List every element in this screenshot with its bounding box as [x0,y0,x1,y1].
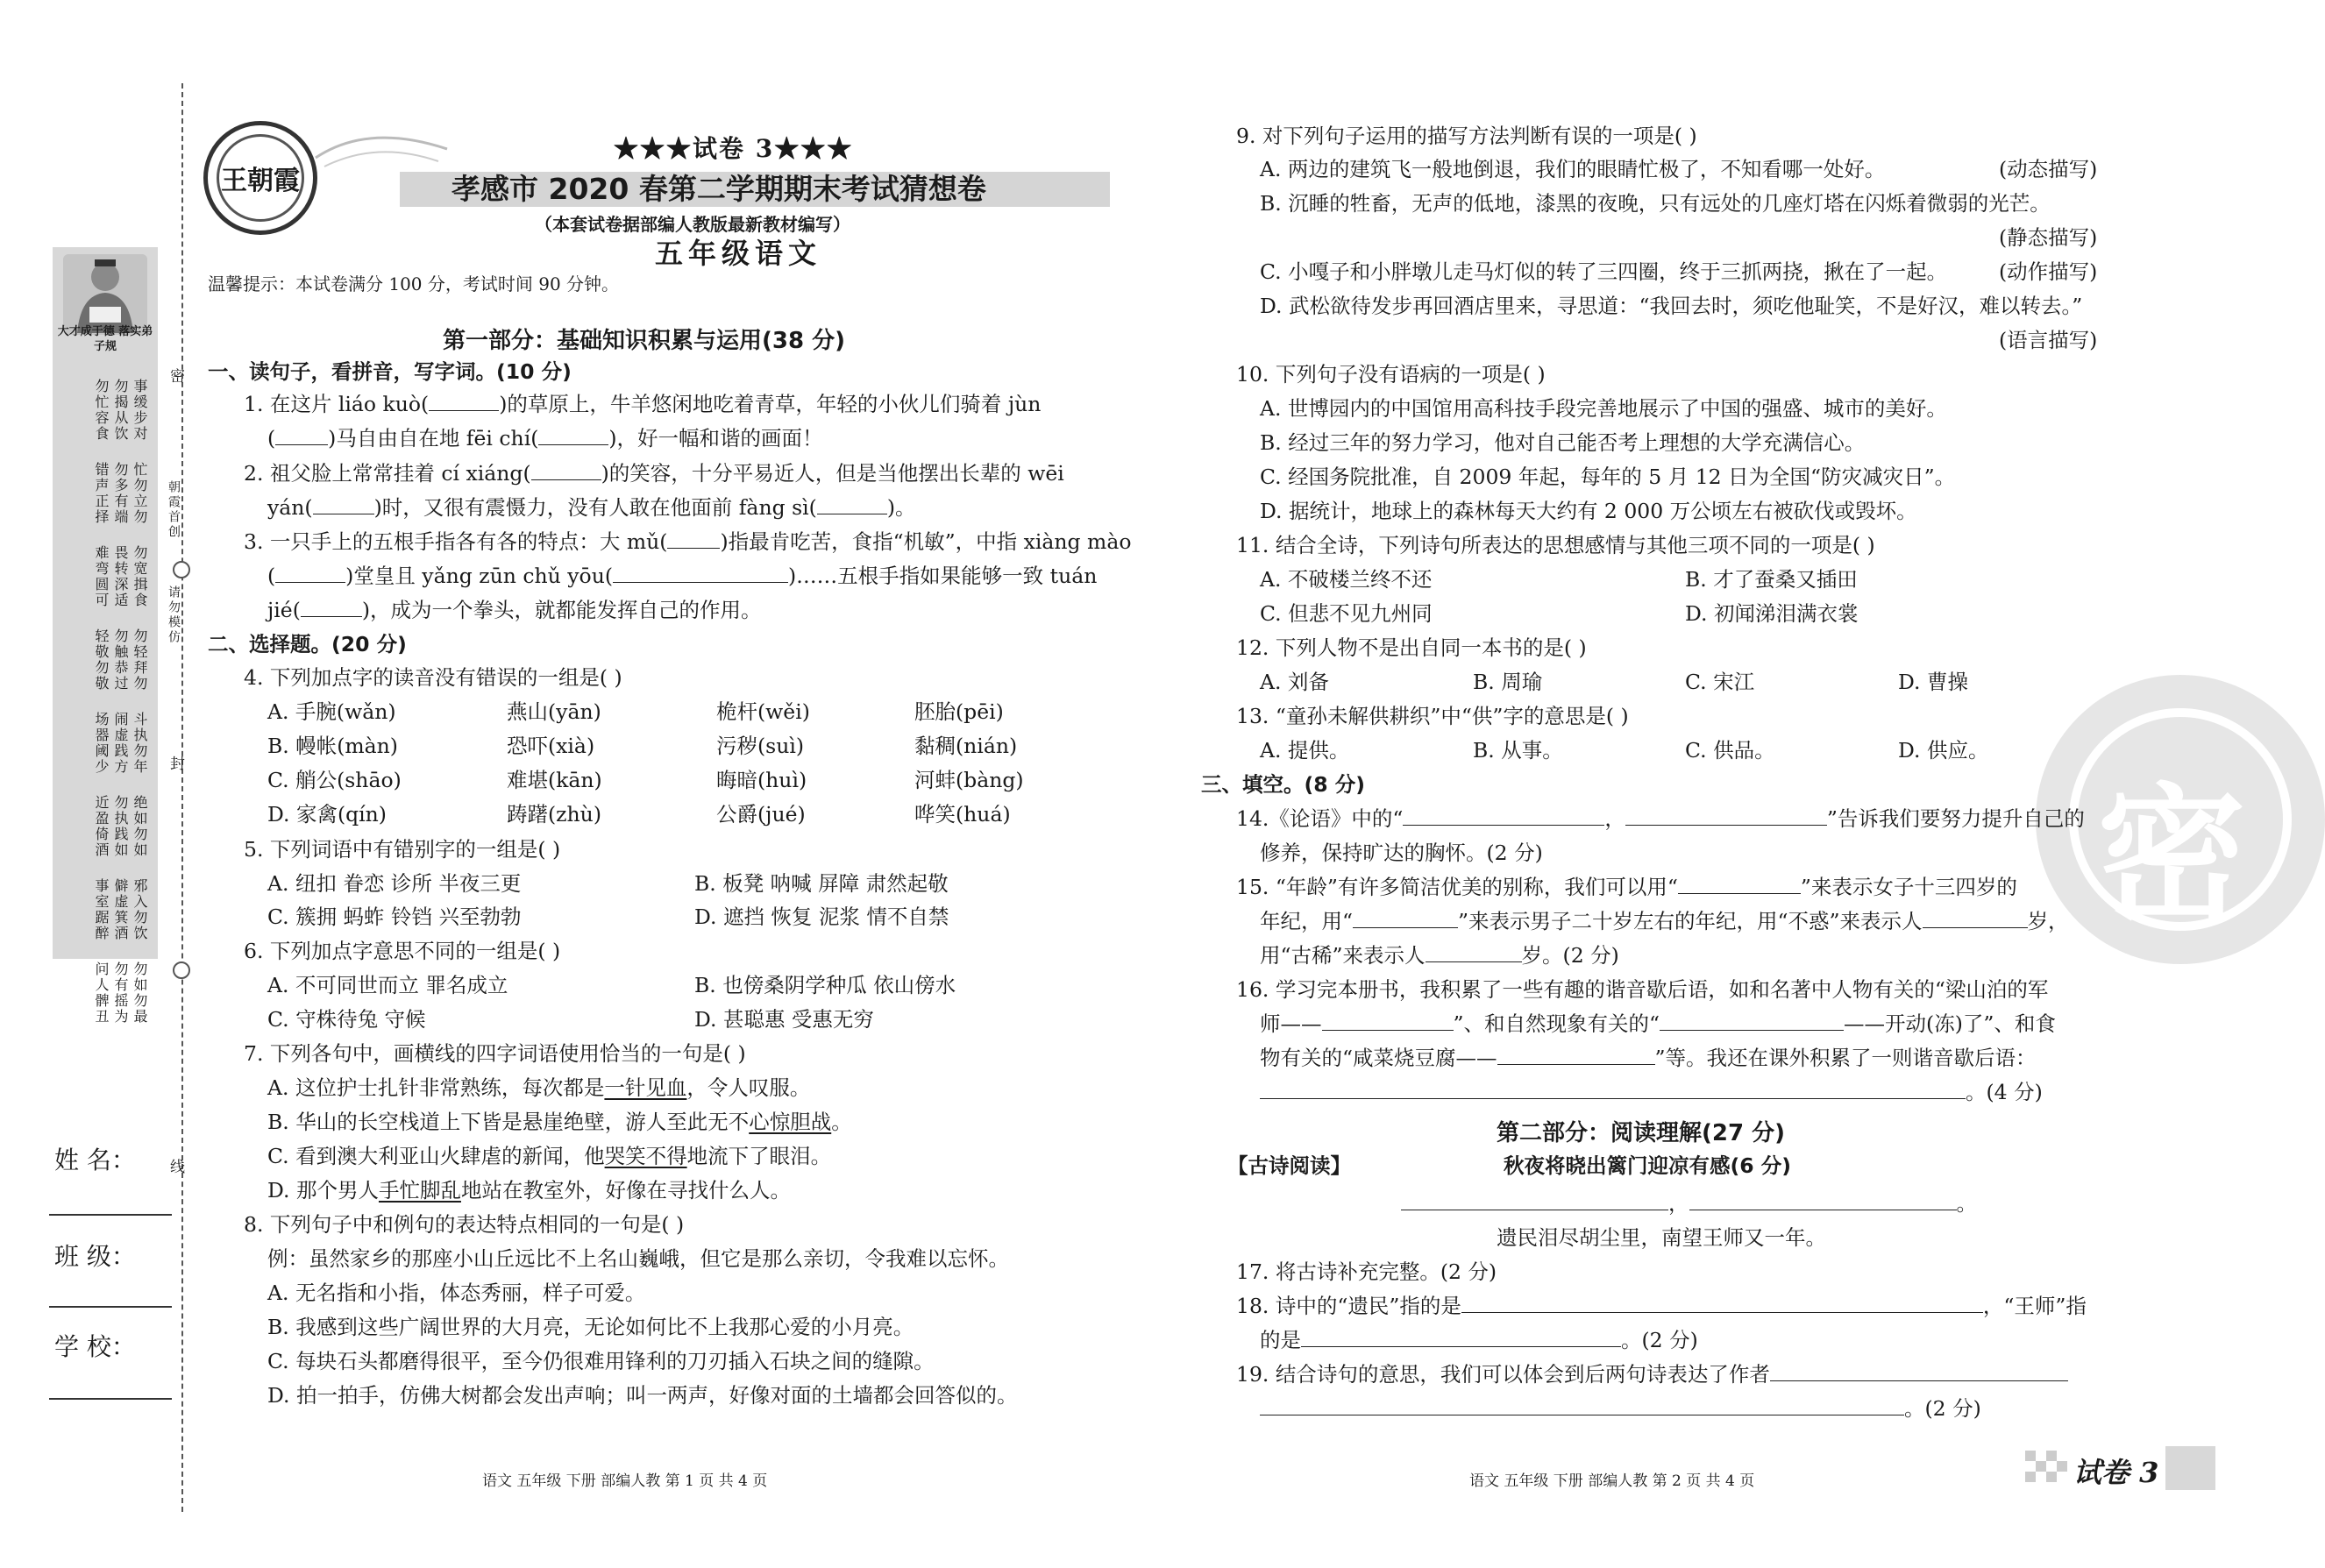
option-a[interactable]: A. 不破楼兰终不还 [1260,567,1433,592]
answer-blank[interactable] [1923,909,2028,928]
sidebar-verse-column: 斗执勿年 [132,712,148,775]
brand-logo [203,121,317,235]
question-1-cont: ( )马自由自在地 fēi chí( )，好一幅和谐的画面！ [267,426,823,451]
answer-blank[interactable] [1322,1011,1454,1031]
option-a[interactable]: A. 手腕(wǎn) [267,699,396,724]
answer-blank[interactable] [1301,1328,1621,1347]
sidebar-verse-column: 勿忙容食 [93,379,110,442]
option-word: 燕山(yān) [507,699,601,724]
sidebar-verse-column: 僻虚箕酒 [112,878,129,941]
school-label: 学 校： [54,1332,136,1361]
option-word: 晦暗(huì) [716,768,807,792]
question-15: 15. “年龄”有许多简洁优美的别称，我们可以用“ ”来表示女子十三四岁的 [1236,875,2017,899]
option-d[interactable]: D. 初闻涕泪满衣裳 [1685,601,1859,626]
option-c[interactable]: C. 宋江 [1685,670,1755,694]
option-word: 污秽(suì) [716,734,805,758]
class-field[interactable] [49,1306,172,1308]
option-d[interactable]: D. 遮挡 恢复 泥浆 情不自禁 [694,905,949,929]
answer-blank[interactable] [275,564,345,583]
option-a[interactable]: A. 刘备 [1260,670,1329,694]
answer-blank[interactable] [1660,1011,1844,1031]
answer-blank[interactable] [538,426,608,445]
option-a[interactable]: A. 提供。 [1260,738,1350,763]
answer-blank[interactable] [429,392,499,411]
option-c[interactable]: C. 供品。 [1685,738,1775,763]
answer-blank[interactable] [1353,909,1458,928]
option-c[interactable]: C. 守株待兔 守候 [267,1007,426,1032]
answer-blank[interactable] [1426,943,1522,962]
option-word: 公爵(jué) [716,802,806,827]
answer-blank[interactable] [1260,1396,1904,1415]
question-3-cont: jié( )，成为一个拳头，就都能发挥自己的作用。 [267,598,762,622]
sidebar-verse-column: 轻敬勿敬 [93,628,110,692]
answer-blank[interactable] [1497,1046,1655,1065]
margin-note: 请勿模仿 [167,585,181,645]
option-a[interactable]: A. 世博园内的中国馆用高科技手段完善地展示了中国的强盛、城市的美好。 [1260,396,1947,421]
part-heading: 第二部分：阅读理解(27 分) [1497,1120,1785,1146]
class-label: 班 级： [54,1242,136,1271]
section-heading: 二、选择题。(20 分) [208,632,407,656]
option-word: 黏稠(nián) [914,734,1018,758]
option-d[interactable]: D. 甚聪惠 受惠无穷 [694,1007,874,1032]
section-heading: 一、读句子，看拼音，写字词。(10 分) [208,359,572,384]
option-b[interactable]: B. 板凳 呐喊 屏障 肃然起敬 [694,871,949,896]
option-b[interactable]: B. 也傍桑阴学种瓜 依山傍水 [694,973,956,997]
name-label: 姓 名： [54,1146,136,1174]
question-9: 9. 对下列句子运用的描写方法判断有误的一项是( ) [1236,124,1697,148]
question-17: 17. 将古诗补充完整。(2 分) [1236,1259,1497,1284]
sidebar-verse-column: 事缓步对 [132,379,148,442]
section-heading: 三、填空。(8 分) [1201,772,1366,797]
option-word: 踌躇(zhù) [507,802,601,827]
answer-blank[interactable] [1678,875,1801,894]
question-12: 12. 下列人物不是出自同一本书的是( ) [1236,635,1587,660]
answer-blank[interactable] [817,495,887,514]
answer-blank[interactable] [301,598,362,617]
option-b[interactable]: B. 沉睡的牲畜，无声的低地，漆黑的夜晚，只有远处的几座灯塔在闪烁着微弱的光芒。 [1260,191,2051,216]
option-tag: (语言描写) [1999,328,2098,352]
name-field[interactable] [49,1214,172,1216]
binding-dashed-line [181,83,183,1512]
option-d[interactable]: D. 据统计，地球上的森林每天大约有 2 000 万公顷左右被砍伐或毁坏。 [1260,499,1917,523]
option-a[interactable]: A. 纽扣 眷恋 诊所 半夜三更 [267,871,522,896]
question-18: 18. 诗中的“遗民”指的是 ，“王师”指 [1236,1294,2087,1318]
option-d[interactable]: D. 供应。 [1898,738,1989,763]
question-14-cont: 修养，保持旷达的胸怀。(2 分) [1260,841,1543,865]
option-a[interactable]: A. 不可同世而立 罪名成立 [267,973,508,997]
question-15-cont: 用“古稀”来表示人 岁。(2 分) [1260,943,1619,968]
option-b[interactable]: B. 周瑜 [1473,670,1543,694]
question-7: 7. 下列各句中，画横线的四字词语使用恰当的一句是( ) [244,1041,746,1066]
option-tag: (静态描写) [1999,225,2098,250]
sidebar-verse-column: 畏转深适 [112,545,129,608]
sidebar-verse-column: 邪入勿饮 [132,878,148,941]
sidebar-verse-column: 错声正择 [93,462,110,525]
sidebar-verse-column: 勿轻拜勿 [132,628,148,692]
warm-tip: 温馨提示：本试卷满分 100 分，考试时间 90 分钟。 [208,273,620,294]
sidebar-verse-column: 事室踞醉 [93,878,110,941]
exam-subtitle: （本套试卷据部编人教版最新教材编写） [535,214,850,235]
page-footer: 语文 五年级 下册 部编人教 第 2 页 共 4 页 [1469,1472,1755,1490]
question-19: 19. 结合诗句的意思，我们可以体会到后两句诗表达了作者 [1236,1361,2068,1387]
binding-hole-icon [173,961,190,979]
answer-blank[interactable] [1770,1362,2068,1381]
option-word: 桅杆(wěi) [716,699,810,724]
option-b[interactable]: B. 经过三年的努力学习，他对自己能否考上理想的大学充满信心。 [1260,430,1866,455]
part-heading: 第一部分：基础知识积累与运用(38 分) [443,328,845,354]
page-footer: 语文 五年级 下册 部编人教 第 1 页 共 4 页 [482,1472,768,1490]
poem-line-2: 遗民泪尽胡尘里，南望王师又一年。 [1497,1225,1826,1250]
option-c[interactable]: C. 小嘎子和小胖墩儿走马灯似的转了三四圈，终于三抓两挠，揪在了一起。 [1260,259,1948,284]
margin-mark: 封 [167,756,184,773]
school-field[interactable] [49,1398,172,1400]
sidebar-verse-column: 绝如勿如 [132,795,148,858]
question-19-cont: 。(2 分) [1260,1395,1981,1422]
option-b[interactable]: B. 华山的长空栈道上下皆是悬崖绝壁，游人至此无不心惊胆战。 [267,1110,852,1134]
margin-note: 朝霞首创 [167,480,181,540]
sidebar-verse-column: 勿有摇为 [112,961,129,1025]
poem-tag: 【古诗阅读】 [1227,1153,1351,1178]
option-c[interactable]: C. 经国务院批准，自 2009 年起，每年的 5 月 12 日为全国“防灾减灾日”。 [1260,465,1956,489]
logo-text: 王朝霞 [221,166,300,196]
sidebar-verse-column: 勿揭从饮 [112,379,129,442]
option-d[interactable]: D. 曹操 [1898,670,1968,694]
answer-blank[interactable] [1260,1080,1966,1099]
option-b[interactable]: B. 才了蚕桑又插田 [1685,567,1858,592]
checker-pattern-icon [2025,1451,2069,1486]
option-d[interactable]: D. 那个男人手忙脚乱地站在教室外，好像在寻找什么人。 [267,1178,791,1203]
sidebar-verse-column: 勿触恭过 [112,628,129,692]
question-16-cont: 师—— ”、和自然现象有关的“ ——开动(冻)了”、和食 [1260,1011,2056,1036]
sidebar-verse-column: 场器阈少 [93,712,110,775]
answer-blank[interactable] [1401,1191,1668,1210]
answer-blank[interactable] [531,461,601,480]
option-word: 难堪(kān) [507,768,602,792]
answer-blank[interactable] [275,426,328,445]
option-tag: (动作描写) [1999,259,2098,284]
question-5: 5. 下列词语中有错别字的一组是( ) [244,837,561,862]
question-4: 4. 下列加点字的读音没有错误的一组是( ) [244,665,622,690]
sidebar-motto: 大才成于德 落实弟子规 [57,325,153,353]
question-2-cont: yán( )时，又很有震慑力，没有人敢在他面前 fàng sì( )。 [267,495,916,520]
sidebar-verse-column: 忙勿立勿 [132,462,148,525]
option-a[interactable]: A. 无名指和小指，体态秀丽，样子可爱。 [267,1281,646,1305]
option-c[interactable]: C. 看到澳大利亚山火肆虐的新闻，他哭笑不得地流下了眼泪。 [267,1144,832,1168]
question-14: 14.《论语》中的“ ， ”告诉我们要努力提升自己的 [1236,806,2085,831]
paper-number: ★★★试卷 3★★★ [614,134,854,163]
question-2: 2. 祖父脸上常常挂着 cí xiáng( )的笑容，十分平易近人，但是当他摆出长辈的 wēi [244,461,1064,486]
question-6: 6. 下列加点字意思不同的一组是( ) [244,939,561,963]
option-b[interactable]: B. 从事。 [1473,738,1563,763]
answer-blank[interactable] [667,529,720,549]
question-3-cont: ( )堂皇且 yǎng zūn chǔ yōu( )……五根手指如果能够一致 tuán [267,564,1098,588]
option-word: 哗笑(huá) [914,802,1011,827]
question-11: 11. 结合全诗，下列诗句所表达的思想感情与其他三项不同的一项是( ) [1236,533,1875,557]
sidebar-verse-column: 闹虚践方 [112,712,129,775]
option-c[interactable]: C. 簇拥 蚂蚱 铃铛 兴至勃勃 [267,905,522,929]
answer-blank[interactable] [313,495,374,514]
answer-blank[interactable] [1461,1294,1983,1313]
exam-title: 孝感市 2020 春第二学期期末考试猜想卷 [451,172,986,206]
option-d[interactable]: D. 武松欲待发步再回酒店里来，寻思道：“我回去时，须吃他耻笑，不是好汉，难以转去。” [1260,294,2083,318]
question-18-cont: 的是 。(2 分) [1260,1328,1698,1352]
sidebar-verse-column: 近盈倚酒 [93,795,110,858]
margin-mark: 线 [167,1159,184,1176]
question-16-cont: 。(4 分) [1260,1079,2043,1105]
option-b[interactable]: B. 我感到这些广阔世界的大月亮，无论如何比不上我那心爱的小月亮。 [267,1315,914,1339]
option-a[interactable]: A. 两边的建筑飞一般地倒退，我们的眼睛忙极了，不知看哪一处好。 [1260,157,1886,181]
question-13: 13. “童孙未解供耕织”中“供”字的意思是( ) [1236,704,1629,728]
binding-hole-icon [173,561,190,578]
poem-line-1: ， 。 [1401,1190,1977,1217]
sidebar-verse-column: 勿如勿最 [132,961,148,1025]
option-a[interactable]: A. 这位护士扎针非常熟练，每次都是一针见血，令人叹服。 [267,1075,811,1100]
option-c[interactable]: C. 艄公(shāo) [267,768,402,792]
option-word: 河蚌(bàng) [914,768,1024,792]
option-b[interactable]: B. 幔帐(màn) [267,734,398,758]
option-c[interactable]: C. 但悲不见九州同 [1260,601,1433,626]
ribbon-icon [316,123,447,175]
answer-blank[interactable] [613,564,788,583]
answer-blank[interactable] [1403,806,1604,826]
sidebar-verse-column: 难弯圆可 [93,545,110,608]
option-c[interactable]: C. 每块石头都磨得很平，至今仍很难用锋利的刀刃插入石块之间的缝隙。 [267,1349,935,1373]
margin-mark: 密 [167,368,184,386]
question-8: 8. 下列句子中和例句的表达特点相同的一句是( ) [244,1212,685,1237]
question-16: 16. 学习完本册书，我积累了一些有趣的谐音歇后语，如和名著中人物有关的“梁山泊的军 [1236,977,2049,1002]
option-tag: (动态描写) [1999,157,2098,181]
scholar-figure-icon [63,254,147,335]
sidebar-verse-column: 勿宽揖食 [132,545,148,608]
option-d[interactable]: D. 家禽(qín) [267,802,387,827]
sidebar-verse-column: 问人髀丑 [93,961,110,1025]
course-title: 五年级语文 [655,237,822,270]
corner-tab [2165,1446,2215,1490]
option-word: 胚胎(pēi) [914,699,1004,724]
question-15-cont: 年纪，用“ ”来表示男子二十岁左右的年纪，用“不惑”来表示人 岁， [1260,909,2069,933]
corner-paper-tag: 试卷 3 [2073,1456,2159,1489]
option-word: 恐吓(xià) [507,734,595,758]
sidebar-verse-column: 勿执践如 [112,795,129,858]
poem-title: 秋夜将晓出篱门迎凉有感(6 分) [1504,1153,1792,1178]
question-3: 3. 一只手上的五根手指各有各的特点：大 mǔ( )指最肯吃苦，食指“机敏”，中指 xiàng mào [244,529,1132,554]
answer-blank[interactable] [1689,1191,1957,1210]
example-sentence: 例：虽然家乡的那座小山丘远比不上名山巍峨，但它是那么亲切，令我难以忘怀。 [267,1246,1009,1271]
sidebar-verse-column: 勿多有端 [112,462,129,525]
question-10: 10. 下列句子没有语病的一项是( ) [1236,362,1546,387]
option-d[interactable]: D. 拍一拍手，仿佛大树都会发出声响；叫一两声，好像对面的土墙都会回答似的。 [267,1383,1018,1408]
question-1: 1. 在这片 liáo kuò( )的草原上，牛羊悠闲地吃着青草，年轻的小伙儿们骑着 jùn [244,392,1042,416]
answer-blank[interactable] [1625,806,1827,826]
question-16-cont: 物有关的“咸菜烧豆腐—— ”等。我还在课外积累了一则谐音歇后语： [1260,1046,2037,1070]
seal-stamp-char: 密 [2097,770,2247,944]
